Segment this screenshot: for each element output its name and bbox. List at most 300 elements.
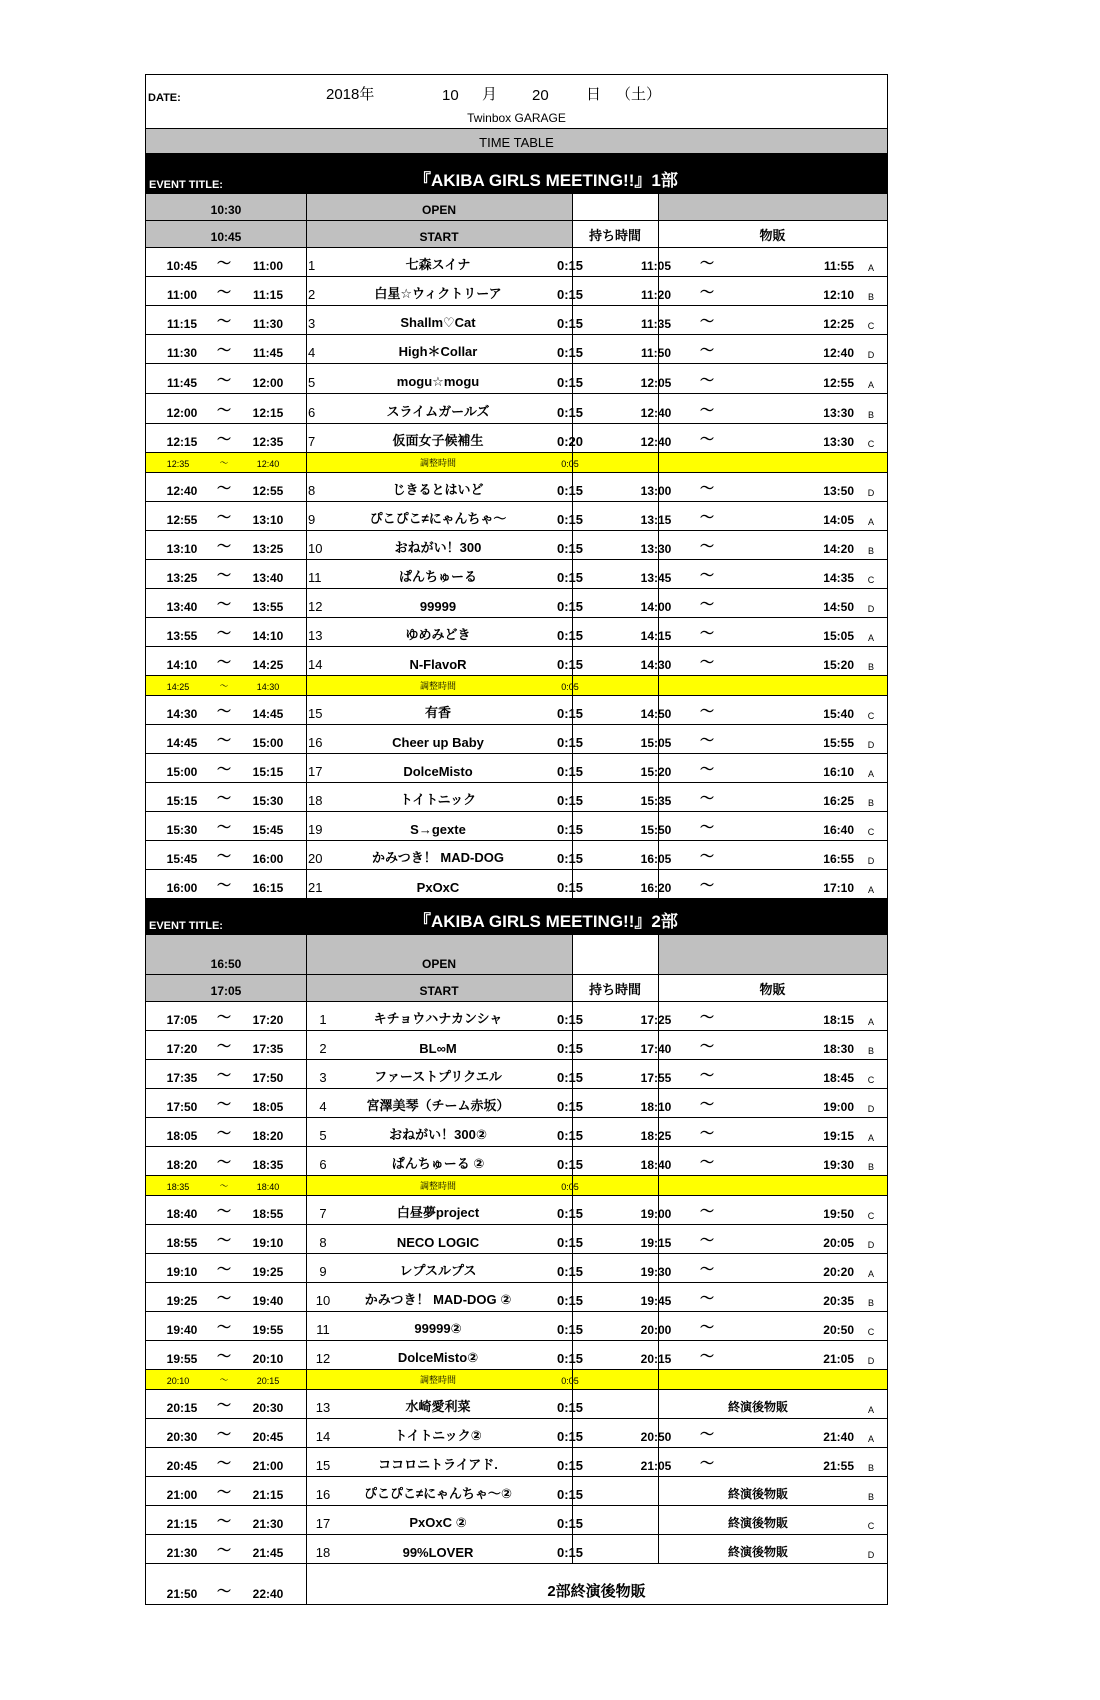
act-tilde: ～	[217, 1319, 231, 1335]
merch-end-time: 16:25	[823, 794, 854, 808]
act-duration: 0:15	[556, 1012, 584, 1027]
schedule-row	[146, 1196, 887, 1225]
column-divider	[658, 935, 659, 974]
act-name: ゆめみどき	[405, 627, 471, 642]
open-time: 10:30	[210, 203, 242, 217]
act-name: DolceMisto	[403, 764, 473, 779]
merch-tilde: ～	[700, 1290, 714, 1306]
merch-start-time: 18:40	[640, 1158, 672, 1172]
act-start-time: 15:30	[166, 823, 198, 837]
act-name: じきるとはいど	[392, 482, 484, 497]
merch-end-time: 18:30	[823, 1042, 854, 1056]
column-divider	[306, 1002, 307, 1030]
act-start-time: 11:15	[166, 317, 198, 331]
act-start-time: 15:15	[166, 794, 198, 808]
date-year: 2018年	[326, 86, 375, 103]
act-start-time: 10:45	[166, 259, 198, 273]
act-number: 6	[319, 1157, 327, 1172]
merch-booth: A	[867, 263, 874, 273]
act-tilde: ～	[217, 1290, 231, 1306]
act-number: 15	[315, 1458, 331, 1473]
open-row	[146, 935, 887, 975]
act-tilde: ～	[217, 402, 231, 418]
column-divider	[306, 560, 307, 588]
act-number: 2	[319, 1041, 327, 1056]
act-start-time: 17:05	[166, 1013, 198, 1027]
act-end-time: 17:50	[252, 1071, 284, 1085]
act-end-time: 12:00	[252, 376, 284, 390]
act-end-time: 19:10	[252, 1236, 284, 1250]
column-divider	[306, 1419, 307, 1447]
column-divider	[306, 248, 307, 276]
final-merch-label: 2部終演後物販	[547, 1583, 646, 1600]
column-divider	[658, 1448, 659, 1476]
act-duration: 0:15	[556, 316, 584, 331]
act-duration: 0:15	[556, 1235, 584, 1250]
merch-booth: A	[867, 1269, 874, 1279]
merch-start-time: 21:05	[640, 1459, 672, 1473]
act-number: 12	[315, 1351, 331, 1366]
merch-start-time: 17:25	[640, 1013, 672, 1027]
schedule-row	[146, 1060, 887, 1089]
column-divider	[658, 1390, 659, 1418]
duration-header: 持ち時間	[572, 975, 658, 1001]
act-duration: 0:15	[556, 599, 584, 614]
column-divider	[572, 975, 573, 1001]
column-divider	[572, 725, 573, 753]
act-tilde: ～	[217, 596, 231, 612]
column-divider	[572, 1419, 573, 1447]
column-divider	[658, 676, 659, 695]
merch-tilde: ～	[700, 480, 714, 496]
event-title-row	[146, 154, 887, 194]
schedule-row	[146, 306, 887, 335]
act-name: Cheer up Baby	[392, 735, 484, 750]
merch-start-time: 19:00	[640, 1207, 672, 1221]
column-divider	[306, 841, 307, 869]
act-number: 13	[315, 1400, 331, 1415]
column-divider	[306, 473, 307, 501]
merch-booth: A	[867, 885, 874, 895]
schedule-row	[146, 248, 887, 277]
schedule-row	[146, 560, 887, 589]
break-end: 20:15	[256, 1376, 280, 1386]
column-divider	[306, 812, 307, 840]
event-title-label: EVENT TITLE:	[149, 920, 223, 932]
act-number: 10	[315, 1293, 331, 1308]
merch-start-time: 17:40	[640, 1042, 672, 1056]
act-start-time: 12:00	[166, 406, 198, 420]
column-divider	[306, 676, 307, 695]
merch-booth: B	[867, 1298, 874, 1308]
column-divider	[306, 335, 307, 363]
column-divider	[658, 870, 659, 898]
column-divider	[306, 647, 307, 675]
act-name: ぴこぴこ≠にゃんちゃ～	[369, 511, 507, 526]
column-divider	[658, 1002, 659, 1030]
break-start: 14:25	[166, 682, 190, 692]
column-divider	[572, 1506, 573, 1534]
column-divider	[306, 221, 307, 247]
act-number: 3	[319, 1070, 327, 1085]
merch-start-time: 20:50	[640, 1430, 672, 1444]
act-duration: 0:15	[556, 375, 584, 390]
merch-end-time: 13:30	[823, 435, 854, 449]
act-start-time: 13:55	[166, 629, 198, 643]
act-name: おねがい！300②	[389, 1127, 487, 1142]
act-tilde: ～	[217, 732, 231, 748]
act-name: レプスルプス	[399, 1263, 477, 1278]
merch-tilde: ～	[700, 1125, 714, 1141]
act-name: トイトニック	[399, 792, 477, 807]
act-tilde: ～	[217, 1125, 231, 1141]
act-start-time: 14:45	[166, 736, 198, 750]
break-tilde: ～	[219, 681, 229, 691]
act-start-time: 18:40	[166, 1207, 198, 1221]
act-name: DolceMisto②	[397, 1350, 479, 1365]
column-divider	[658, 1031, 659, 1059]
column-divider	[306, 618, 307, 646]
act-end-time: 19:40	[252, 1294, 284, 1308]
column-divider	[306, 1506, 307, 1534]
column-divider	[658, 1147, 659, 1175]
column-divider	[306, 1312, 307, 1340]
column-divider	[658, 453, 659, 472]
schedule-row	[146, 1254, 887, 1283]
act-number: 7	[319, 1206, 327, 1221]
act-end-time: 21:30	[252, 1517, 284, 1531]
column-divider	[658, 1506, 659, 1534]
column-divider	[306, 453, 307, 472]
column-divider	[572, 1225, 573, 1253]
merch-start-time: 15:05	[640, 736, 672, 750]
act-end-time: 13:55	[252, 600, 284, 614]
merch-end-time: 12:55	[823, 376, 854, 390]
merch-end-time: 19:15	[823, 1129, 854, 1143]
act-tilde: ～	[217, 284, 231, 300]
event-title: 『AKIBA GIRLS MEETING!!』2部	[414, 912, 678, 931]
column-divider	[572, 1341, 573, 1369]
merch-end-time: 14:20	[823, 542, 854, 556]
open-row-shade-right	[658, 935, 887, 974]
act-end-time: 19:25	[252, 1265, 284, 1279]
act-tilde: ～	[217, 1038, 231, 1054]
merch-after-show: 終演後物販	[727, 1545, 788, 1559]
act-tilde: ～	[217, 372, 231, 388]
merch-tilde: ～	[700, 1348, 714, 1364]
column-divider	[572, 1089, 573, 1117]
column-divider	[306, 1341, 307, 1369]
column-divider	[306, 364, 307, 393]
act-start-time: 18:20	[166, 1158, 198, 1172]
act-start-time: 15:45	[166, 852, 198, 866]
act-tilde: ～	[217, 1348, 231, 1364]
act-name: キチョウハナカンシャ	[373, 1011, 503, 1026]
act-name: N-FlavoR	[409, 657, 467, 672]
act-end-time: 12:15	[252, 406, 284, 420]
column-divider	[572, 696, 573, 724]
act-name: かみつき！ MAD-DOG ②	[364, 1292, 512, 1307]
merch-end-time: 20:05	[823, 1236, 854, 1250]
act-end-time: 18:55	[252, 1207, 284, 1221]
act-name: 99999②	[414, 1321, 462, 1336]
merch-start-time: 16:20	[640, 881, 672, 895]
merch-start-time: 20:00	[640, 1323, 672, 1337]
date-month: 10	[442, 87, 459, 104]
break-tilde: ～	[219, 1375, 229, 1385]
act-start-time: 19:25	[166, 1294, 198, 1308]
merch-booth: A	[867, 633, 874, 643]
column-divider	[572, 589, 573, 617]
act-name: mogu☆mogu	[396, 374, 480, 389]
start-time: 10:45	[210, 230, 242, 244]
column-divider	[572, 1060, 573, 1088]
merch-start-time: 18:25	[640, 1129, 672, 1143]
merch-start-time: 13:30	[640, 542, 672, 556]
merch-tilde: ～	[700, 596, 714, 612]
act-tilde: ～	[217, 819, 231, 835]
act-tilde: ～	[217, 1154, 231, 1170]
merch-start-time: 19:45	[640, 1294, 672, 1308]
merch-start-time: 15:50	[640, 823, 672, 837]
act-duration: 0:15	[556, 483, 584, 498]
act-end-time: 11:30	[252, 317, 284, 331]
part1-section	[146, 154, 887, 899]
act-end-time: 18:05	[252, 1100, 284, 1114]
merch-end-time: 21:40	[823, 1430, 854, 1444]
schedule-row	[146, 754, 887, 783]
column-divider	[658, 531, 659, 559]
act-duration: 0:15	[556, 345, 584, 360]
act-number: 21	[308, 880, 323, 895]
act-number: 7	[308, 434, 316, 449]
column-divider	[306, 589, 307, 617]
act-tilde: ～	[217, 255, 231, 271]
break-start: 12:35	[166, 459, 190, 469]
column-divider	[572, 676, 573, 695]
break-label: 調整時間	[419, 681, 456, 691]
part2-section	[146, 899, 887, 1604]
act-start-time: 14:30	[166, 707, 198, 721]
column-divider	[572, 754, 573, 782]
break-end: 12:40	[256, 459, 280, 469]
break-label: 調整時間	[419, 458, 456, 468]
merch-start-time: 11:05	[640, 259, 672, 273]
merch-booth: C	[867, 1521, 875, 1531]
merch-booth: A	[867, 1405, 874, 1415]
column-divider	[658, 1535, 659, 1563]
act-tilde: ～	[217, 654, 231, 670]
column-divider	[306, 1477, 307, 1505]
time-table-row	[146, 129, 887, 154]
start-row	[146, 221, 887, 248]
act-tilde: ～	[217, 509, 231, 525]
column-divider	[658, 1254, 659, 1282]
act-tilde: ～	[217, 877, 231, 893]
act-tilde: ～	[217, 1426, 231, 1442]
act-name: かみつき！ MAD-DOG	[372, 850, 504, 865]
column-divider	[658, 473, 659, 501]
merch-booth: D	[867, 488, 875, 498]
merch-end-time: 12:25	[823, 317, 854, 331]
merch-end-time: 20:50	[823, 1323, 854, 1337]
act-end-time: 17:35	[252, 1042, 284, 1056]
column-divider	[306, 783, 307, 811]
act-start-time: 14:10	[166, 658, 198, 672]
merch-start-time: 14:30	[640, 658, 672, 672]
break-end: 18:40	[256, 1182, 280, 1192]
act-name: おねがい！300	[394, 540, 482, 555]
merch-booth: D	[867, 604, 875, 614]
merch-end-time: 14:35	[823, 571, 854, 585]
date-day: 20	[532, 87, 549, 104]
break-end: 14:30	[256, 682, 280, 692]
act-end-time: 19:55	[252, 1323, 284, 1337]
column-divider	[658, 975, 659, 1001]
act-name: 水崎愛利菜	[405, 1399, 471, 1414]
date-day-kanji: 日	[586, 86, 602, 103]
act-end-time: 21:45	[252, 1546, 284, 1560]
act-end-time: 15:00	[252, 736, 284, 750]
act-number: 1	[308, 258, 316, 273]
column-divider	[572, 453, 573, 472]
act-name: 有香	[424, 705, 451, 720]
act-tilde: ～	[217, 1232, 231, 1248]
column-divider	[572, 1254, 573, 1282]
act-name: ぱんちゅーる ②	[391, 1156, 485, 1171]
merch-tilde: ～	[700, 431, 714, 447]
act-number: 15	[308, 706, 323, 721]
merch-end-time: 15:55	[823, 736, 854, 750]
column-divider	[658, 783, 659, 811]
schedule-row	[146, 1312, 887, 1341]
date-weekday: （土）	[616, 86, 662, 103]
column-divider	[306, 1147, 307, 1175]
column-divider	[572, 1118, 573, 1146]
column-divider	[572, 1283, 573, 1311]
act-duration: 0:15	[556, 1264, 584, 1279]
final-start-time: 21:50	[166, 1587, 198, 1601]
act-start-time: 13:25	[166, 571, 198, 585]
column-divider	[658, 248, 659, 276]
act-duration: 0:15	[556, 628, 584, 643]
merch-booth: A	[867, 1434, 874, 1444]
column-divider	[658, 424, 659, 452]
act-duration: 0:15	[556, 512, 584, 527]
act-start-time: 21:15	[166, 1517, 198, 1531]
act-duration: 0:15	[556, 1458, 584, 1473]
act-start-time: 12:55	[166, 513, 198, 527]
schedule-row	[146, 1147, 887, 1176]
column-divider	[306, 1176, 307, 1195]
act-tilde: ～	[217, 1067, 231, 1083]
act-tilde: ～	[217, 761, 231, 777]
merch-start-time: 11:35	[640, 317, 672, 331]
schedule-row	[146, 647, 887, 676]
act-start-time: 21:00	[166, 1488, 198, 1502]
act-start-time: 12:40	[166, 484, 198, 498]
column-divider	[306, 1390, 307, 1418]
merch-after-show: 終演後物販	[727, 1400, 788, 1414]
act-duration: 0:15	[556, 764, 584, 779]
merch-start-time: 12:05	[640, 376, 672, 390]
column-divider	[572, 1312, 573, 1340]
merch-end-time: 21:05	[823, 1352, 854, 1366]
column-divider	[658, 1089, 659, 1117]
act-duration: 0:15	[556, 405, 584, 420]
act-start-time: 15:00	[166, 765, 198, 779]
column-divider	[572, 473, 573, 501]
merch-start-time: 18:10	[640, 1100, 672, 1114]
merch-booth: C	[867, 1075, 875, 1085]
merch-booth: C	[867, 827, 875, 837]
act-tilde: ～	[217, 342, 231, 358]
merch-start-time: 12:40	[640, 435, 672, 449]
act-name: トイトニック②	[394, 1428, 482, 1443]
final-tilde: ～	[217, 1583, 231, 1599]
act-number: 16	[308, 735, 323, 750]
act-duration: 0:15	[556, 793, 584, 808]
merch-tilde: ～	[700, 761, 714, 777]
act-tilde: ～	[217, 1261, 231, 1277]
column-divider	[306, 935, 307, 974]
act-duration: 0:15	[556, 1429, 584, 1444]
merch-booth: B	[867, 1046, 874, 1056]
merch-tilde: ～	[700, 1067, 714, 1083]
schedule-row	[146, 696, 887, 725]
merch-end-time: 21:55	[823, 1459, 854, 1473]
column-divider	[572, 841, 573, 869]
merch-tilde: ～	[700, 654, 714, 670]
act-duration: 0:15	[556, 1545, 584, 1560]
break-duration: 0:05	[561, 682, 579, 692]
act-tilde: ～	[217, 431, 231, 447]
column-divider	[572, 935, 573, 974]
merch-end-time: 16:40	[823, 823, 854, 837]
act-duration: 0:15	[556, 1070, 584, 1085]
column-divider	[658, 696, 659, 724]
column-divider	[658, 560, 659, 588]
merch-booth: D	[867, 740, 875, 750]
merch-booth: D	[867, 1550, 875, 1560]
act-duration: 0:15	[556, 657, 584, 672]
act-name: PxOxC ②	[409, 1515, 467, 1530]
column-divider	[572, 1031, 573, 1059]
merch-after-show: 終演後物販	[727, 1516, 788, 1530]
act-number: 12	[308, 599, 323, 614]
schedule-row	[146, 394, 887, 424]
merch-tilde: ～	[700, 342, 714, 358]
act-tilde: ～	[217, 313, 231, 329]
column-divider	[658, 812, 659, 840]
merch-tilde: ～	[700, 732, 714, 748]
schedule-row	[146, 1225, 887, 1254]
schedule-row	[146, 1506, 887, 1535]
act-name: 仮面女子候補生	[392, 433, 484, 448]
act-duration: 0:15	[556, 541, 584, 556]
merch-tilde: ～	[700, 1154, 714, 1170]
break-row	[146, 453, 887, 473]
act-duration: 0:15	[556, 1206, 584, 1221]
act-start-time: 17:50	[166, 1100, 198, 1114]
merch-header: 物販	[658, 221, 887, 247]
act-start-time: 19:55	[166, 1352, 198, 1366]
merch-booth: A	[867, 517, 874, 527]
act-end-time: 21:00	[252, 1459, 284, 1473]
merch-tilde: ～	[700, 1261, 714, 1277]
act-end-time: 14:25	[252, 658, 284, 672]
act-duration: 0:15	[556, 1041, 584, 1056]
